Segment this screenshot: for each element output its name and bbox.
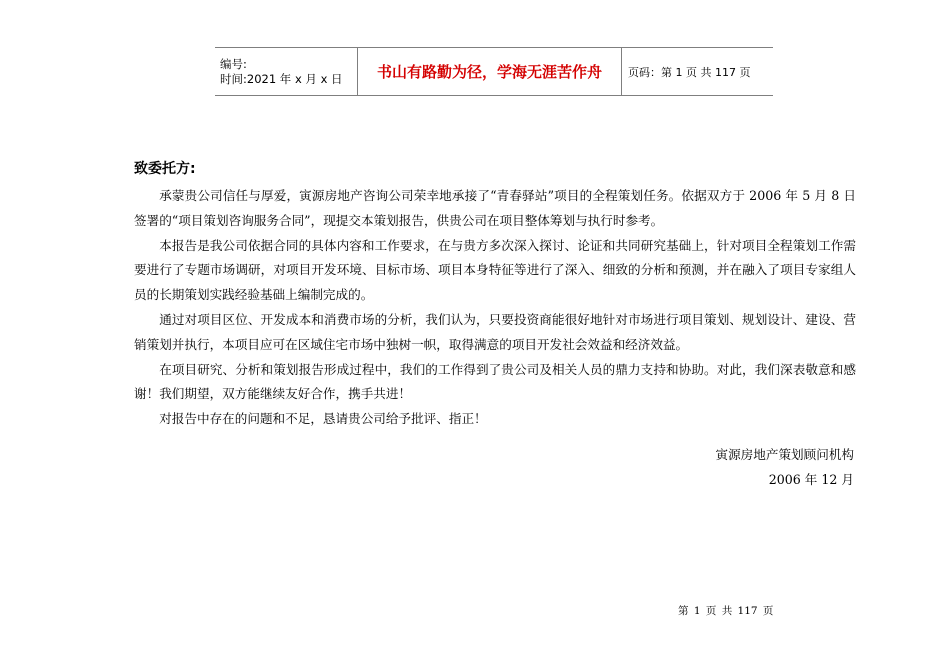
letter-paragraph: 在项目研究、分析和策划报告形成过程中，我们的工作得到了贵公司及相关人员的鼎力支持和协助。对此，我们深表敬意和感谢！我们期望，双方能继续友好合作，携手共进！ bbox=[134, 361, 856, 402]
page-footer-number: 第 1 页 共 117 页 bbox=[678, 605, 774, 617]
header-page-info: 页码：第 1 页 共 117 页 bbox=[628, 65, 751, 79]
letter-body bbox=[134, 184, 856, 432]
document-number-label: 编号: bbox=[220, 56, 247, 71]
letter-paragraph: 通过对项目区位、开发成本和消费市场的分析，我们认为，只要投资商能很好地针对市场进行项目策划、规划设计、建设、营销策划并执行，本项目应可在区域住宅市场中独树一帜，取得满意的项目开发社会效益和经济效益。 bbox=[134, 311, 856, 352]
page-header bbox=[215, 47, 773, 96]
header-page-cell bbox=[622, 48, 773, 95]
letter-paragraph: 本报告是我公司依据合同的具体内容和工作要求，在与贵方多次深入探讨、论证和共同研究基础上，针对项目全程策划工作需要进行了专题市场调研，对项目开发环境、目标市场、项目本身特征等进行了深入、细致的分析和预测，并在融入了项目专家组人员的长期策划实践经验基础上编制完成的。 bbox=[134, 237, 856, 303]
header-motto-cell bbox=[358, 48, 622, 95]
signature-organization: 寅源房地产策划顾问机构 bbox=[715, 447, 854, 462]
signature-date: 2006 年 12 月 bbox=[768, 472, 854, 487]
letter-greeting: 致委托方: bbox=[134, 161, 196, 177]
header-motto: 书山有路勤为径，学海无涯苦作舟 bbox=[376, 63, 602, 81]
letter-paragraph: 对报告中存在的问题和不足，恳请贵公司给予批评、指正！ bbox=[159, 411, 487, 427]
letter-paragraph: 承蒙贵公司信任与厚爱，寅源房地产咨询公司荣幸地承接了“青春驿站”项目的全程策划任务。依据双方于 2006 年 5 月 8 日签署的“项目策划咨询服务合同”，现提交本策划报告，供贵公司在项目整体筹划与执行时参考。 bbox=[134, 188, 856, 228]
document-time-label: 时间:2021 年 x 月 x 日 bbox=[220, 71, 343, 86]
header-meta-cell bbox=[215, 48, 358, 95]
